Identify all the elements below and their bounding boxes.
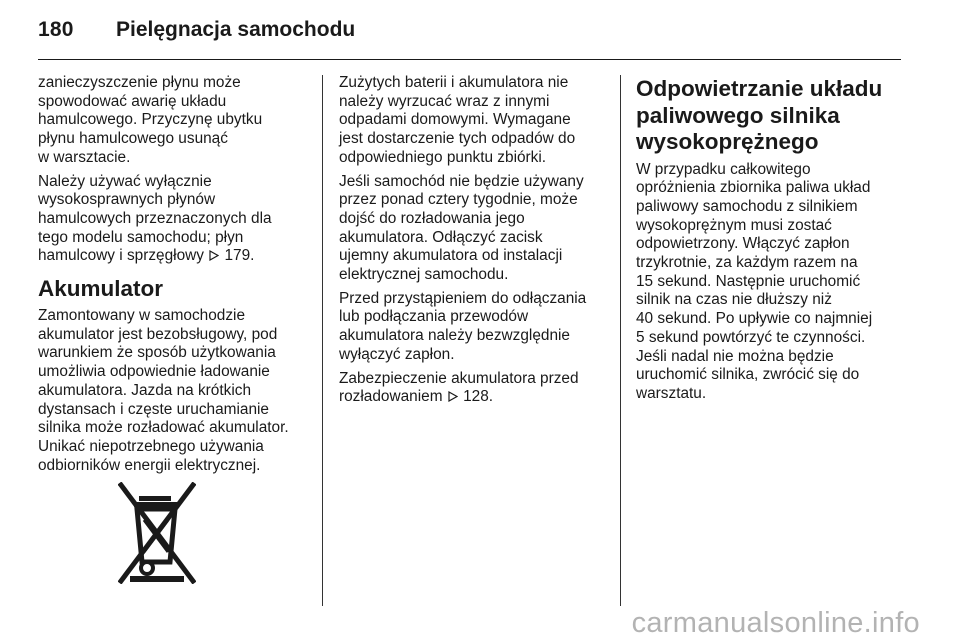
battery-disposal-paragraph: Zużytych baterii i akumulatora nie należy wyrzucać wraz z innymi odpadami domowymi. Wymagane jest dostarczenie tych odpadów do odpowiedniego punktu zbiórki.	[339, 74, 576, 166]
battery-protection-paragraph	[339, 370, 605, 407]
header-divider	[38, 59, 901, 60]
brake-fluid-paragraph: zanieczyszczenie płynu może spowodować awarię układu hamulcowego. Przyczynę ubytku płynu hamulcowego usunąć w warsztacie.	[38, 74, 263, 166]
crossed-out-wheelie-bin-icon	[118, 482, 196, 584]
column-divider-2	[620, 75, 621, 606]
column-3	[636, 74, 911, 409]
page-reference-arrow-icon[interactable]	[209, 248, 219, 259]
brake-fluid-spec-text: Należy używać wyłącznie wysokosprawnych płynów hamulcowych przeznaczonych dla tego modelu samochodu; płyn hamulcowy i sprzęgłowy	[38, 172, 272, 265]
battery-storage-paragraph: Jeśli samochód nie będzie używany przez ponad cztery tygodnie, może dojść do rozładowania jego akumulatora. Odłączyć zacisk ujemny akumulatora od instalacji elektrycznej samochodu.	[339, 172, 584, 284]
battery-protection-text: Zabezpieczenie akumulatora przed rozładowaniem	[339, 369, 579, 406]
battery-paragraph: Zamontowany w samochodzie akumulator jest bezobsługowy, pod warunkiem że sposób użytkowania umożliwia odpowiednie ładowanie akumulatora. Jazda na krótkich dystansach i częste uruchamianie silnika może rozładować akumulator. Unikać niepotrzebnego używania odbiorników energii elektrycznej.	[38, 307, 289, 474]
watermark: carmanualsonline.info	[631, 607, 920, 639]
column-2	[339, 74, 605, 412]
akumulator-heading: Akumulator	[38, 276, 164, 302]
section-title: Pielęgnacja samochodu	[116, 18, 356, 41]
battery-disconnect-paragraph: Przed przystąpieniem do odłączania lub podłączania przewodów akumulatora należy bezwzględnie wyłączyć zapłon.	[339, 289, 587, 363]
page-reference-arrow-icon[interactable]	[448, 389, 458, 400]
column-divider-1	[322, 75, 323, 606]
page-reference-link[interactable]: 179.	[224, 247, 255, 265]
brake-fluid-spec-paragraph	[38, 173, 308, 267]
diesel-bleeding-heading: Odpowietrzanie układu paliwowego silnika wysokoprężnego	[636, 76, 883, 154]
page-reference-link[interactable]: 128.	[463, 388, 494, 406]
column-1	[38, 74, 308, 480]
page-number: 180	[38, 18, 74, 41]
diesel-bleeding-paragraph: W przypadku całkowitego opróżnienia zbiornika paliwa układ paliwowy samochodu z silnikiem wysokoprężnym musi zostać odpowietrzony. Włączyć zapłon trzykrotnie, za każdym razem na 15 sekund. Następnie uruchomić silnik na czas nie dłuższy niż 40 sekund. Po upływie co najmniej 5 sekund powtórzyć te czynności. Jeśli nadal nie można będzie uruchomić silnika, zwrócić się do warsztatu.	[636, 160, 873, 402]
